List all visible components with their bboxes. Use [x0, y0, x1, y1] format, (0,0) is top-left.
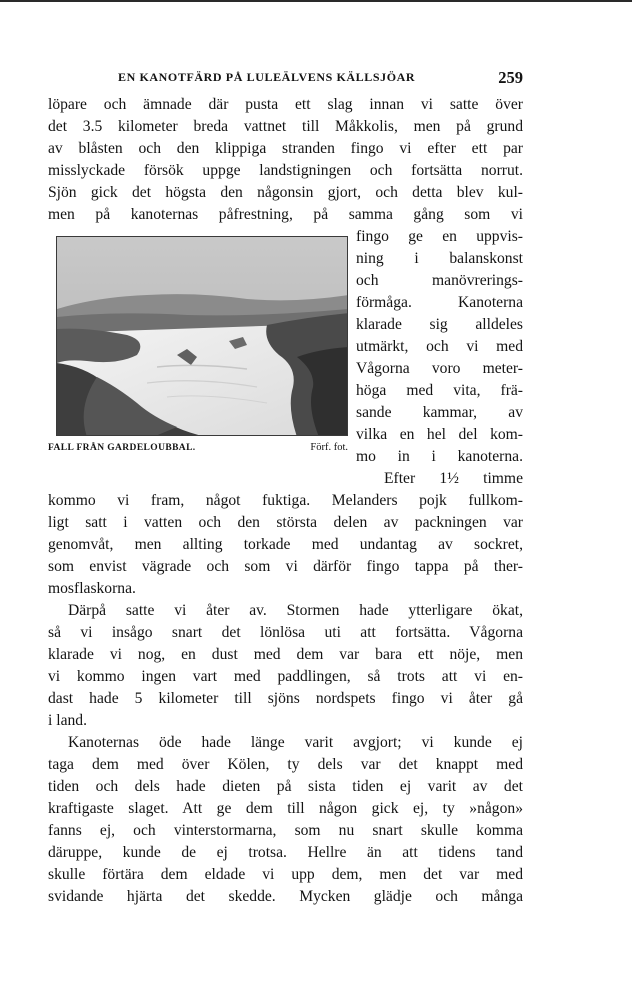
figure-caption-credit: Förf. fot. [310, 442, 348, 453]
body-line: taga dem med över Kölen, ty dels var det knappt med [48, 756, 523, 773]
body-line: Vågorna voro meter- [356, 360, 523, 377]
body-line: klarade vi nog, en dust med dem var bara ett nöje, men [48, 646, 523, 663]
page-number: 259 [498, 68, 523, 87]
body-line: men på kanoternas påfrestning, på samma gång som vi [48, 206, 523, 223]
running-head-title: EN KANOTFÄRD PÅ LULEÄLVENS KÄLLSJÖAR [118, 70, 416, 84]
figure-caption [48, 441, 348, 459]
body-line: löpare och ämnade där pusta ett slag innan vi satte över [48, 96, 523, 113]
figure-caption-title: FALL FRÅN GARDELOUBBAL. [48, 443, 196, 453]
body-line: och manövrerings- [356, 272, 523, 289]
body-line: så vi insågo snart det lönlösa uti att fortsätta. Vågorna [48, 624, 523, 641]
body-line: det 3.5 kilometer breda vattnet till Måkkolis, men på grund [48, 118, 523, 135]
body-line: ning i balanskonst [356, 250, 523, 267]
body-line: skulle förtära dem eldade vi upp dem, men det var med [48, 866, 523, 883]
body-line: genomvåt, men allting torkade med undantag av sockret, [48, 536, 523, 553]
body-line: misslyckade försök uppge landstigningen och fortsätta norrut. [48, 162, 523, 179]
body-line: vilka en hel del kom- [356, 426, 523, 443]
body-line: dast hade 5 kilometer till sjöns nordspets fingo vi åter gå [48, 690, 523, 707]
body-line: mo in i kanoterna. [356, 448, 523, 465]
body-line: av blåsten och den klippiga stranden fingo vi efter ett par [48, 140, 523, 157]
body-line: kommo vi fram, något fuktiga. Melanders pojk fullkom- [48, 492, 523, 509]
body-line: svidande hjärta det skedde. Mycken glädje och många [48, 888, 523, 905]
body-line: vi kommo ingen vart med paddlingen, så trots att vi en- [48, 668, 523, 685]
body-line: i land. [48, 712, 87, 729]
body-line: ligt satt i vatten och den största delen av packningen var [48, 514, 523, 531]
body-line: mosflaskorna. [48, 580, 136, 597]
body-line: fanns ej, och vinterstormarna, som nu snart skulle komma [48, 822, 523, 839]
body-line: förmåga. Kanoterna [356, 294, 523, 311]
top-rule [0, 0, 632, 2]
body-line: utmärkt, och vi med [356, 338, 523, 355]
body-line: Därpå satte vi åter av. Stormen hade ytterligare ökat, [68, 602, 523, 619]
body-line: som envist vägrade och som vi därför fingo tappa på ther- [48, 558, 523, 575]
body-line: Sjön gick det högsta den någonsin gjort, och detta blev kul- [48, 184, 523, 201]
body-line: kraftigaste slaget. Att ge dem till någon gick ej, ty »någon» [48, 800, 523, 817]
running-head [48, 68, 523, 90]
body-line: klarade sig alldeles [356, 316, 523, 333]
body-line: höga med vita, frä- [356, 382, 523, 399]
body-line: däruppe, kunde de ej trotsa. Hellre än att tidens tand [48, 844, 523, 861]
body-line: Efter 1½ timme [384, 470, 523, 487]
photograph-waterfall [56, 236, 348, 436]
body-line: fingo ge en uppvis- [356, 228, 523, 245]
body-line: sande kammar, av [356, 404, 523, 421]
body-line: Kanoternas öde hade länge varit avgjort; vi kunde ej [68, 734, 523, 751]
body-line: tiden och dels hade dieten på sista tiden ej varit av det [48, 778, 523, 795]
